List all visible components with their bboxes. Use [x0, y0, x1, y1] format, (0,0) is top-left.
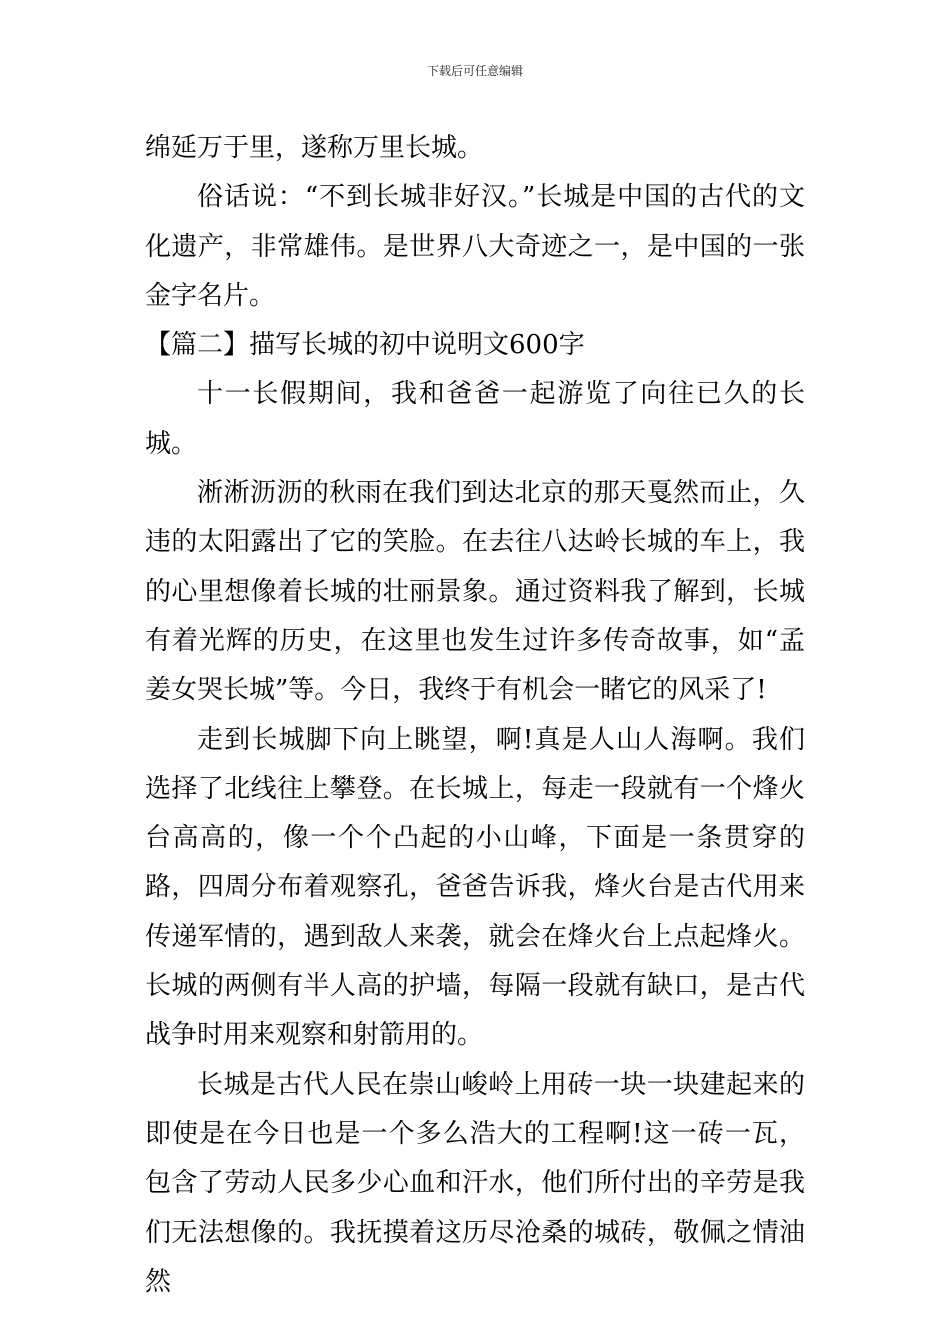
paragraph: 走到长城脚下向上眺望，啊!真是人山人海啊。我们选择了北线往上攀登。在长城上，每走一段就有一个烽火台高高的，像一个个凸起的小山峰，下面是一条贯穿的路，四周分布着观察孔，爸爸告诉我，烽火台是古代用来传递军情的，遇到敌人来袭，就会在烽火台上点起烽火。长城的两侧有半人高的护墙，每隔一段就有缺口，是古代战争时用来观察和射箭用的。 [145, 724, 805, 1051]
document-body [145, 124, 805, 1307]
paragraph: 十一长假期间，我和爸爸一起游览了向往已久的长城。 [145, 379, 805, 459]
paragraph: 淅淅沥沥的秋雨在我们到达北京的那天戛然而止，久违的太阳露出了它的笑脸。在去往八达岭长城的车上，我的心里想像着长城的壮丽景象。通过资料我了解到，长城有着光辉的历史，在这里也发生过许多传奇故事，如“孟姜女哭长城”等。今日，我终于有机会一睹它的风采了! [145, 478, 805, 706]
section-heading: 【篇二】描写长城的初中说明文600字 [145, 330, 585, 361]
paragraph: 俗话说：“不到长城非好汉。”长城是中国的古代的文化遗产，非常雄伟。是世界八大奇迹之一，是中国的一张金字名片。 [145, 182, 805, 311]
page-header: 下载后可任意编辑 [426, 64, 523, 78]
paragraph-continuation: 绵延万于里，遂称万里长城。 [145, 133, 484, 163]
paragraph: 长城是古代人民在崇山峻岭上用砖一块一块建起来的即使是在今日也是一个多么浩大的工程啊!这一砖一瓦，包含了劳动人民多少心血和汗水，他们所付出的辛劳是我们无法想像的。我抚摸着这历尽沧桑的城砖，敬佩之情油然 [145, 1069, 805, 1297]
